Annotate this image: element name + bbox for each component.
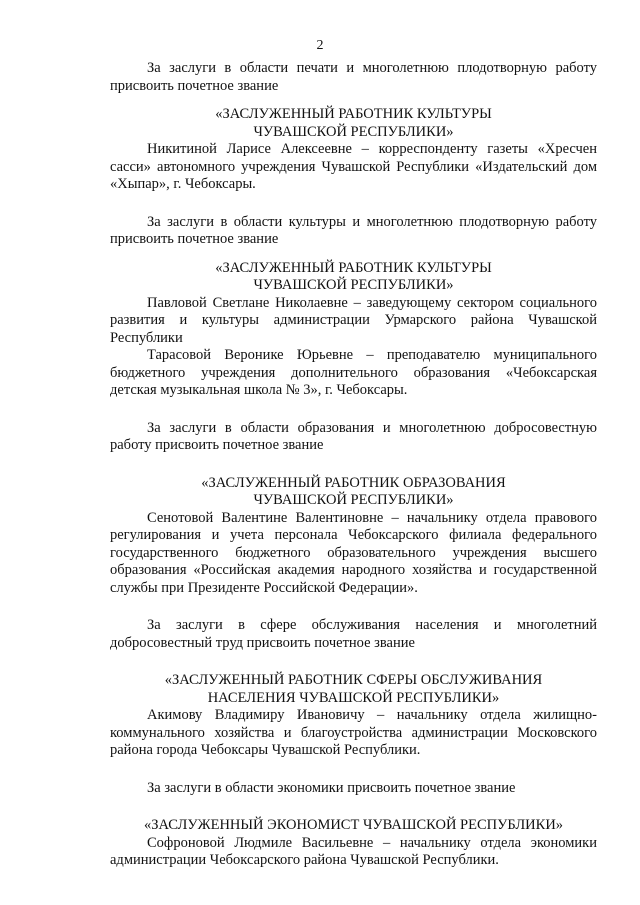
award-section-services bbox=[110, 617, 597, 760]
award-title-line: «ЗАСЛУЖЕННЫЙ РАБОТНИК КУЛЬТУРЫ bbox=[215, 259, 492, 276]
page-number: 2 bbox=[316, 38, 324, 53]
award-title-line: ЧУВАШСКОЙ РЕСПУБЛИКИ» bbox=[253, 277, 454, 293]
award-title bbox=[110, 106, 597, 141]
award-title-line: ЧУВАШСКОЙ РЕСПУБЛИКИ» bbox=[253, 492, 454, 508]
award-section-economics bbox=[110, 780, 597, 870]
award-title-line: «ЗАСЛУЖЕННЫЙ РАБОТНИК ОБРАЗОВАНИЯ bbox=[201, 474, 506, 491]
award-title bbox=[110, 260, 597, 295]
award-title-line: «ЗАСЛУЖЕННЫЙ ЭКОНОМИСТ ЧУВАШСКОЙ РЕСПУБЛИКИ» bbox=[143, 817, 564, 833]
awardee-entry: Павловой Светлане Николаевне – заведующему сектором социального развития и культуры администрации Урмарского района Чувашской Республики bbox=[110, 294, 597, 346]
award-section-education bbox=[110, 420, 597, 598]
award-title bbox=[110, 672, 597, 707]
award-title-line: НАСЕЛЕНИЯ ЧУВАШСКОЙ РЕСПУБЛИКИ» bbox=[207, 689, 500, 706]
awardee-entry: Софроновой Людмиле Васильевне – начальнику отдела экономики администрации Чебоксарского района Чувашской Республики. bbox=[110, 834, 597, 868]
awardee-entry: Акимову Владимиру Ивановичу – начальнику отдела жилищно-коммунального хозяйства и благоустройства администрации Московского района города Чебоксары Чувашской Республики. bbox=[110, 707, 597, 758]
awardee-entry: Сенотовой Валентине Валентиновне – начальнику отдела правового регулирования и учета персонала Чебоксарского филиала федерального государственного бюджетного образовательного учреждения высшего образования «Российская академия народного хозяйства и государственной службы при Президенте Российской Федерации». bbox=[110, 509, 597, 596]
awardee-entry: Тарасовой Веронике Юрьевне – преподавателю муниципального бюджетного учреждения дополнительного образования «Чебоксарская детская музыкальная школа № 3», г. Чебоксары. bbox=[110, 347, 597, 398]
award-title bbox=[110, 817, 597, 835]
section-intro: За заслуги в области экономики присвоить почетное звание bbox=[147, 779, 516, 796]
award-section-printing bbox=[110, 60, 597, 194]
award-title-line: ЧУВАШСКОЙ РЕСПУБЛИКИ» bbox=[253, 123, 454, 140]
award-section-culture bbox=[110, 214, 597, 400]
section-intro: За заслуги в области культуры и многолетнюю плодотворную работу присвоить почетное звание bbox=[110, 213, 597, 247]
document-body bbox=[110, 60, 597, 870]
section-intro: За заслуги в области печати и многолетнюю плодотворную работу присвоить почетное звание bbox=[110, 60, 597, 94]
award-title bbox=[110, 475, 597, 510]
award-title-line: «ЗАСЛУЖЕННЫЙ РАБОТНИК СФЕРЫ ОБСЛУЖИВАНИЯ bbox=[164, 672, 543, 688]
section-intro: За заслуги в области образования и многолетнюю добросовестную работу присвоить почетное звание bbox=[110, 419, 597, 453]
awardee-entry: Никитиной Ларисе Алексеевне – корреспонденту газеты «Хресчен сасси» автономного учреждения Чувашской Республики «Издательский дом «Хыпар», г. Чебоксары. bbox=[110, 141, 597, 192]
award-title-line: «ЗАСЛУЖЕННЫЙ РАБОТНИК КУЛЬТУРЫ bbox=[215, 106, 492, 122]
section-intro: За заслуги в сфере обслуживания населения и многолетний добросовестный труд присвоить почетное звание bbox=[110, 617, 597, 651]
